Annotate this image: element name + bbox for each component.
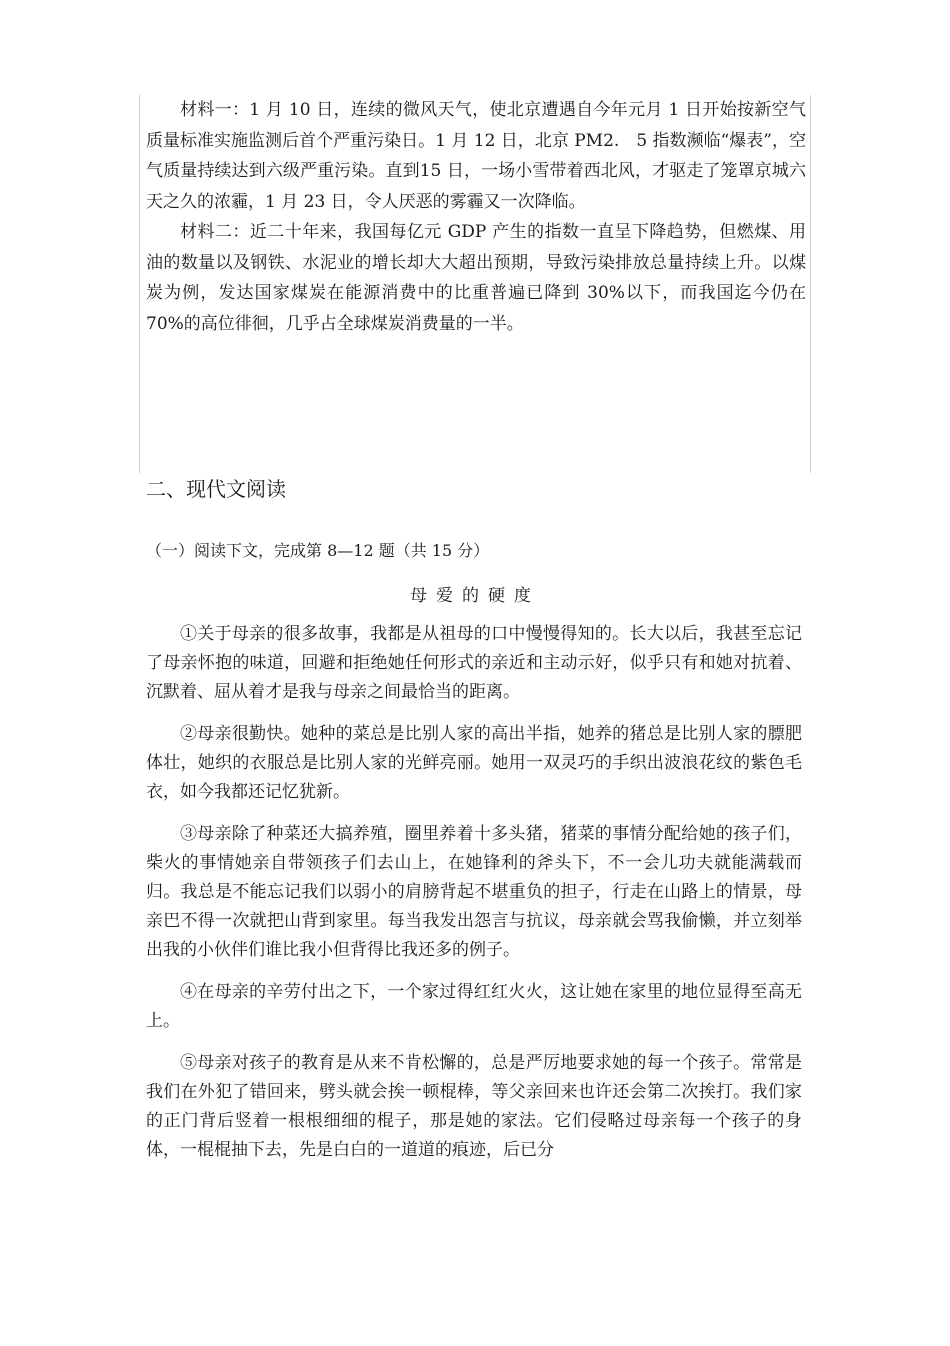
essay-paragraph-5: ⑤母亲对孩子的教育是从来不肯松懈的，总是严厉地要求她的每一个孩子。常常是我们在外犯了错回来，劈头就会挨一顿棍棒，等父亲回来也许还会第二次挨打。我们家的正门背后竖着一根根细细的棍子，那是她的家法。它们侵略过母亲每一个孩子的身体，一棍棍抽下去，先是白白的一道道的痕迹，后已分 — [146, 1053, 802, 1160]
material-two: 材料二：近二十年来，我国每亿元 GDP 产生的指数一直呈下降趋势，但燃煤、用油的数量以及钢铁、水泥业的增长却大大超出预期，导致污染排放总量持续上升。以煤炭为例，发达国家煤炭在能源消费中的比重普遍已降到 30%以下，而我国迄今仍在 70%的高位徘徊，几乎占全球煤炭消费量的一半。 — [146, 222, 806, 334]
material-one: 材料一：1 月 10 日，连续的微风天气，使北京遭遇自今年元月 1 日开始按新空气质量标准实施监测后首个严重污染日。1 月 12 日，北京 PM2. 5 指数濒临“爆表”，空气质量持续达到六级严重污染。直到15 日，一场小雪带着西北风，才驱走了笼罩京城六天之久的浓霾，1 月 23 日，令人厌恶的雾霾又一次降临。 — [146, 100, 806, 212]
essay-paragraph-4: ④在母亲的辛劳付出之下，一个家过得红红火火，这让她在家里的地位显得至高无上。 — [146, 982, 802, 1031]
essay-body — [146, 620, 802, 1178]
essay-paragraph-2: ②母亲很勤快。她种的菜总是比别人家的高出半指，她养的猪总是比别人家的膘肥体壮，她织的衣服总是比别人家的光鲜亮丽。她用一双灵巧的手织出波浪花纹的紫色毛衣，如今我都还记忆犹新。 — [146, 724, 802, 802]
essay-paragraph-1: ①关于母亲的很多故事，我都是从祖母的口中慢慢得知的。长大以后，我甚至忘记了母亲怀抱的味道，回避和拒绝她任何形式的亲近和主动示好，似乎只有和她对抗着、沉默着、屈从着才是我与母亲之间最恰当的距离。 — [146, 624, 802, 702]
essay-title: 母爱的硬度 — [410, 586, 540, 606]
essay-paragraph-3: ③母亲除了种菜还大搞养殖，圈里养着十多头猪，猪菜的事情分配给她的孩子们，柴火的事情她亲自带领孩子们去山上，在她锋利的斧头下，不一会儿功夫就能满载而归。我总是不能忘记我们以弱小的肩膀背起不堪重负的担子，行走在山路上的情景，母亲巴不得一次就把山背到家里。每当我发出怨言与抗议，母亲就会骂我偷懒，并立刻举出我的小伙伴们谁比我小但背得比我还多的例子。 — [146, 824, 802, 960]
section-title: 二、现代文阅读 — [146, 477, 286, 501]
question-instruction: （一）阅读下文，完成第 8—12 题（共 15 分） — [146, 541, 490, 560]
material-box — [139, 95, 811, 473]
